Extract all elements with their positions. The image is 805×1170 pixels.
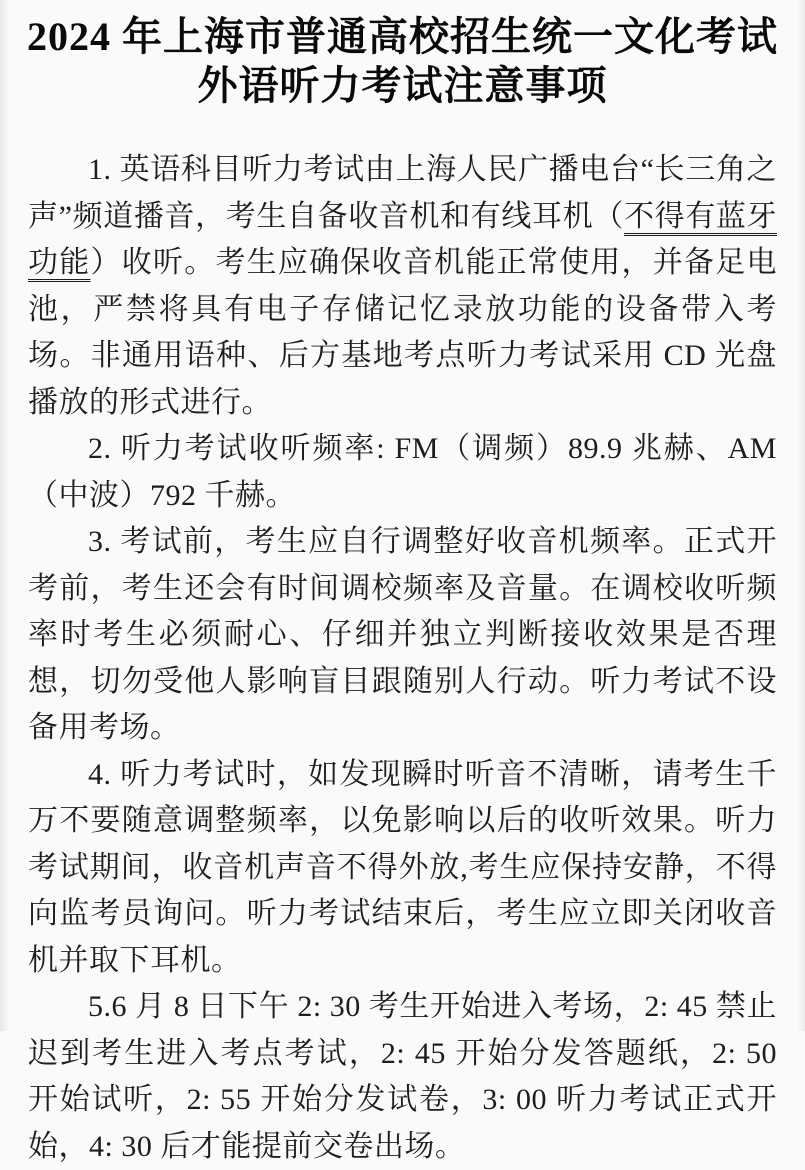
document-body (28, 147, 777, 1170)
paragraph-4: 4. 听力考试时，如发现瞬时听音不清晰，请考生千万不要随意调整频率，以免影响以后的收听效果。听力考试期间，收音机声音不得外放,考生应保持安静，不得向监考员询问。听力考试结束后，考生应立即关闭收音机并取下耳机。 (28, 757, 777, 977)
paragraph-1 (28, 147, 777, 426)
paragraph-5: 5.6 月 8 日下午 2: 30 考生开始进入考场，2: 45 禁止迟到考生进入考点考试，2: 45 开始分发答题纸，2: 50 开始试听，2: 55 开始分发试卷，3: 00 听力考试正式开始，4: 30 后才能提前交卷出场。 (28, 990, 777, 1163)
paragraph-1-underlined-text: 不得有蓝牙功能 (28, 199, 777, 279)
paragraph-1-text-after: ）收听。考生应确保收音机能正常使用，并备足电池，严禁将具有电子存储记忆录放功能的设备带入考场。非通用语种、后方基地考点听力考试采用 CD 光盘播放的形式进行。 (28, 246, 778, 419)
document-title (26, 12, 779, 110)
document-title-line-1: 2024 年上海市普通高校招生统一文化考试 (27, 14, 778, 59)
paragraph-3: 3. 考试前，考生应自行调整好收音机频率。正式开考前，考生还会有时间调校频率及音量。在调校收听频率时考生必须耐心、仔细并独立判断接收效果是否理想，切勿受他人影响盲目跟随别人行动。听力考试不设备用考场。 (28, 525, 777, 744)
paragraph-2: 2. 听力考试收听频率: FM（调频）89.9 兆赫、AM（中波）792 千赫。 (28, 432, 777, 512)
document-title-line-2: 外语听力考试注意事项 (197, 63, 608, 108)
paragraph-1-text-before: 1. 英语科目听力考试由上海人民广播电台“长三角之声”频道播音，考生自备收音机和有线耳机（ (28, 153, 777, 233)
